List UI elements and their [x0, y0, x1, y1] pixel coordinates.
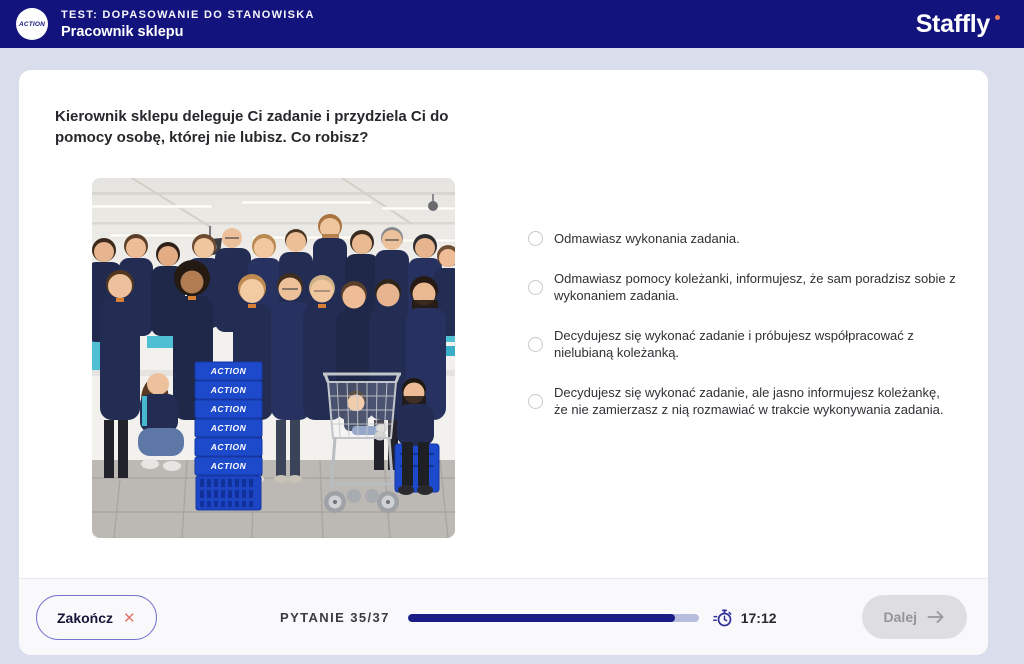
svg-text:ACTION: ACTION: [210, 423, 247, 433]
answer-option-2[interactable]: [528, 270, 956, 305]
answer-option-2-label: Odmawiasz pomocy koleżanki, informujesz, że sam poradzisz sobie z wykonaniem zadania.: [554, 270, 956, 303]
close-icon: ✕: [123, 609, 136, 627]
answer-option-4-label: Decydujesz się wykonać zadanie, ale jasno informujesz koleżankę, że nie zamierzasz z nią rozmawiać w trakcie wykonywania zadania.: [554, 384, 944, 417]
svg-text:ACTION: ACTION: [210, 442, 247, 452]
radio-button-3[interactable]: [528, 337, 543, 352]
basket-stack: [195, 362, 262, 510]
progress-section: [280, 579, 777, 656]
svg-text:ACTION: ACTION: [210, 404, 247, 414]
svg-text:ACTION: ACTION: [210, 385, 247, 395]
answer-option-3-label: Decydujesz się wykonać zadanie i próbujesz współpracować z nielubianą koleżanką.: [554, 327, 914, 360]
radio-button-1[interactable]: [528, 231, 543, 246]
position-title: Pracownik sklepu: [61, 23, 184, 40]
stopwatch-icon: [713, 608, 733, 628]
staffly-logo: [916, 10, 998, 39]
arrow-right-icon: [927, 610, 945, 624]
footer-bar: [19, 578, 988, 655]
progress-bar: [408, 614, 699, 622]
answer-option-3[interactable]: [528, 327, 956, 362]
staffly-logo-text: Staffly: [915, 9, 990, 38]
header-bar: [0, 0, 1024, 48]
radio-button-4[interactable]: [528, 394, 543, 409]
answer-option-1[interactable]: [528, 230, 956, 248]
answer-option-4[interactable]: [528, 384, 956, 419]
test-name-label: TEST: DOPASOWANIE DO STANOWISKA: [61, 8, 315, 21]
question-photo: [92, 178, 455, 538]
action-logo: [16, 8, 48, 40]
timer: [713, 608, 777, 628]
finish-button[interactable]: [36, 595, 157, 640]
answer-option-1-label: Odmawiasz wykonania zadania.: [554, 231, 740, 246]
question-counter: PYTANIE 35/37: [280, 610, 390, 625]
next-button-label: Dalej: [883, 609, 917, 625]
question-card-main: [19, 70, 988, 577]
answer-options: [528, 230, 956, 441]
timer-value: 17:12: [740, 609, 777, 626]
team-photo-illustration: [92, 178, 455, 538]
next-button[interactable]: [862, 595, 967, 639]
finish-button-label: Zakończ: [57, 609, 114, 626]
svg-text:ACTION: ACTION: [210, 366, 247, 376]
progress-fill: [408, 614, 676, 622]
radio-button-2[interactable]: [528, 280, 543, 295]
question-text: Kierownik sklepu deleguje Ci zadanie i przydziela Ci do pomocy osobę, której nie lubisz. Co robisz?: [55, 108, 449, 147]
svg-text:ACTION: ACTION: [210, 461, 247, 471]
staffly-logo-dot-icon: [995, 15, 1000, 20]
action-logo-text: ACTION: [18, 20, 46, 28]
question-card: [19, 70, 988, 655]
header-titles: [61, 9, 315, 40]
